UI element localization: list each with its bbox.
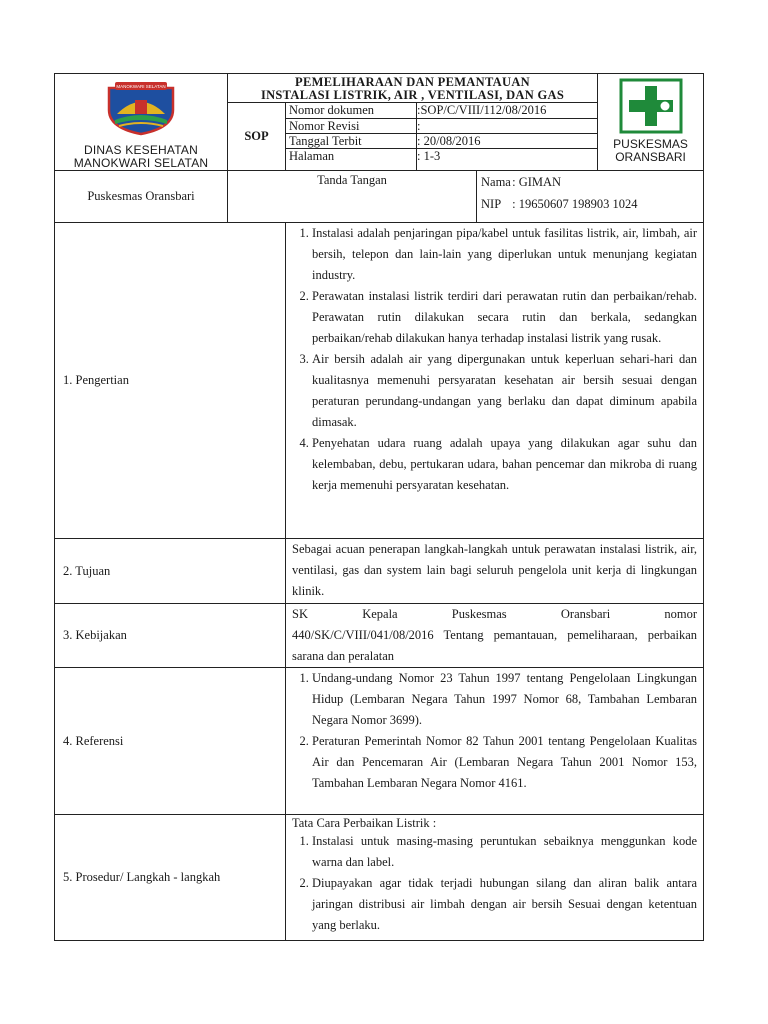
nip-label: NIP [481, 197, 502, 211]
meta-label-halaman: Halaman [286, 149, 417, 171]
meta-label-nomor-revisi: Nomor Revisi [286, 119, 417, 134]
list-item: 1. Instalasi untuk masing-masing peruntukan sebaiknya menggunkan kode warna dan label. [312, 831, 697, 873]
regency-crest-icon [101, 80, 181, 136]
section-label-prosedur: 5. Prosedur/ Langkah - langkah [55, 815, 286, 941]
section-body-referensi [286, 668, 704, 815]
sop-document-table [54, 73, 704, 941]
list-item: 4. Penyehatan udara ruang adalah upaya yang dilakukan agar suhu dan kelembaban, debu, pertukaran udara, bahan pencemar dan mikroba di ruang kerja memenuhi persyaratan kesehatan. [312, 433, 697, 496]
unit-name: Puskesmas Oransbari [55, 171, 228, 223]
crest-banner-text: MANOKWARI SELATAN [116, 84, 166, 89]
section-label-tujuan: 2. Tujuan [55, 539, 286, 604]
puskesmas-name-line2: ORANSBARI [615, 150, 686, 164]
section-label-kebijakan: 3. Kebijakan [55, 604, 286, 668]
tujuan-text: Sebagai acuan penerapan langkah-langkah untuk perawatan instalasi listrik, air, ventilasi, gas dan system lain bagi seluruh pengelola unit kerja di lingkungan klinik. [292, 542, 698, 598]
section-label-referensi: 4. Referensi [55, 668, 286, 815]
nip-value: : 19650607 198903 1024 [512, 197, 638, 211]
section-body-kebijakan [286, 604, 704, 668]
signatory-info [477, 171, 704, 223]
section-body-tujuan [286, 539, 704, 604]
list-item: 2. Perawatan instalasi listrik terdiri dari perawatan rutin dan perbaikan/rehab. Perawatan rutin dilakukan secara rutin dan berkala, sedangkan perbaikan/rehab dilakukan hanya terhadap instalasi listrik yang rusak. [312, 286, 697, 349]
puskesmas-name-line1: PUSKESMAS [613, 137, 688, 151]
puskesmas-cell [598, 74, 704, 171]
meta-value-nomor-dokumen: :SOP/C/VIII/112/08/2016 [417, 103, 598, 119]
meta-value-tanggal-terbit: : 20/08/2016 [417, 134, 598, 149]
section-body-pengertian [286, 223, 704, 539]
list-item: 2. Peraturan Pemerintah Nomor 82 Tahun 2001 tentang Pengelolaan Kualitas Air dan Pencemaran Air (Lembaran Negara Tahun 2001 Nomor 153, Tambahan Lembaran Negara Nomor 4161. [312, 731, 697, 794]
title-line2: INSTALASI LISTRIK, AIR , VENTILASI, DAN GAS [260, 88, 565, 102]
nama-label: Nama [481, 175, 511, 189]
list-item: 2. Diupayakan agar tidak terjadi hubungan silang dan aliran balik antara jaringan distribusi air limbah dengan air bersih Sesuai dengan ketentuan yang berlaku. [312, 873, 697, 936]
kebijakan-line1: SK Kepala Puskesmas Oransbari nomor [292, 607, 698, 621]
list-item: 3. Air bersih adalah air yang dipergunakan untuk keperluan sehari-hari dan kualitasnya memenuhi persyaratan kesehatan air bersih sesuai dengan peraturan perundang-undangan yang berlaku dan dapat diminum apabila dimasak. [312, 349, 697, 433]
list-item: 1. Undang-undang Nomor 23 Tahun 1997 tentang Pengelolaan Lingkungan Hidup (Lembaran Negara Tahun 1997 Nomor 68, Tambahan Lembaran Negara Nomor 3699). [312, 668, 697, 731]
meta-value-nomor-revisi: : [417, 119, 598, 134]
nama-value: : GIMAN [512, 175, 562, 189]
list-item: 1. Instalasi adalah penjaringan pipa/kabel untuk fasilitas listrik, air, limbah, air bersih, telepon dan lain-lain yang diperlukan untuk menunjang kegiatan industry. [312, 223, 697, 286]
section-body-prosedur [286, 815, 704, 941]
sop-label: SOP [228, 103, 286, 171]
puskesmas-cross-icon [619, 78, 683, 134]
agency-name-line1: DINAS KESEHATAN [84, 143, 198, 157]
meta-label-tanggal-terbit: Tanggal Terbit [286, 134, 417, 149]
agency-cell [55, 74, 228, 171]
agency-name-line2: MANOKWARI SELATAN [73, 156, 209, 170]
document-title [228, 74, 598, 103]
section-label-pengertian: 1. Pengertian [55, 223, 286, 539]
prosedur-intro: Tata Cara Perbaikan Listrik : [292, 816, 437, 830]
kebijakan-text: 440/SK/C/VIII/041/08/2016 Tentang pemantauan, pemeliharaan, perbaikan sarana dan peralatan [292, 628, 698, 663]
meta-value-halaman: : 1-3 [417, 149, 598, 171]
signature-label: Tanda Tangan [228, 171, 477, 223]
title-line1: PEMELIHARAAN DAN PEMANTAUAN [295, 75, 530, 89]
meta-label-nomor-dokumen: Nomor dokumen [286, 103, 417, 119]
